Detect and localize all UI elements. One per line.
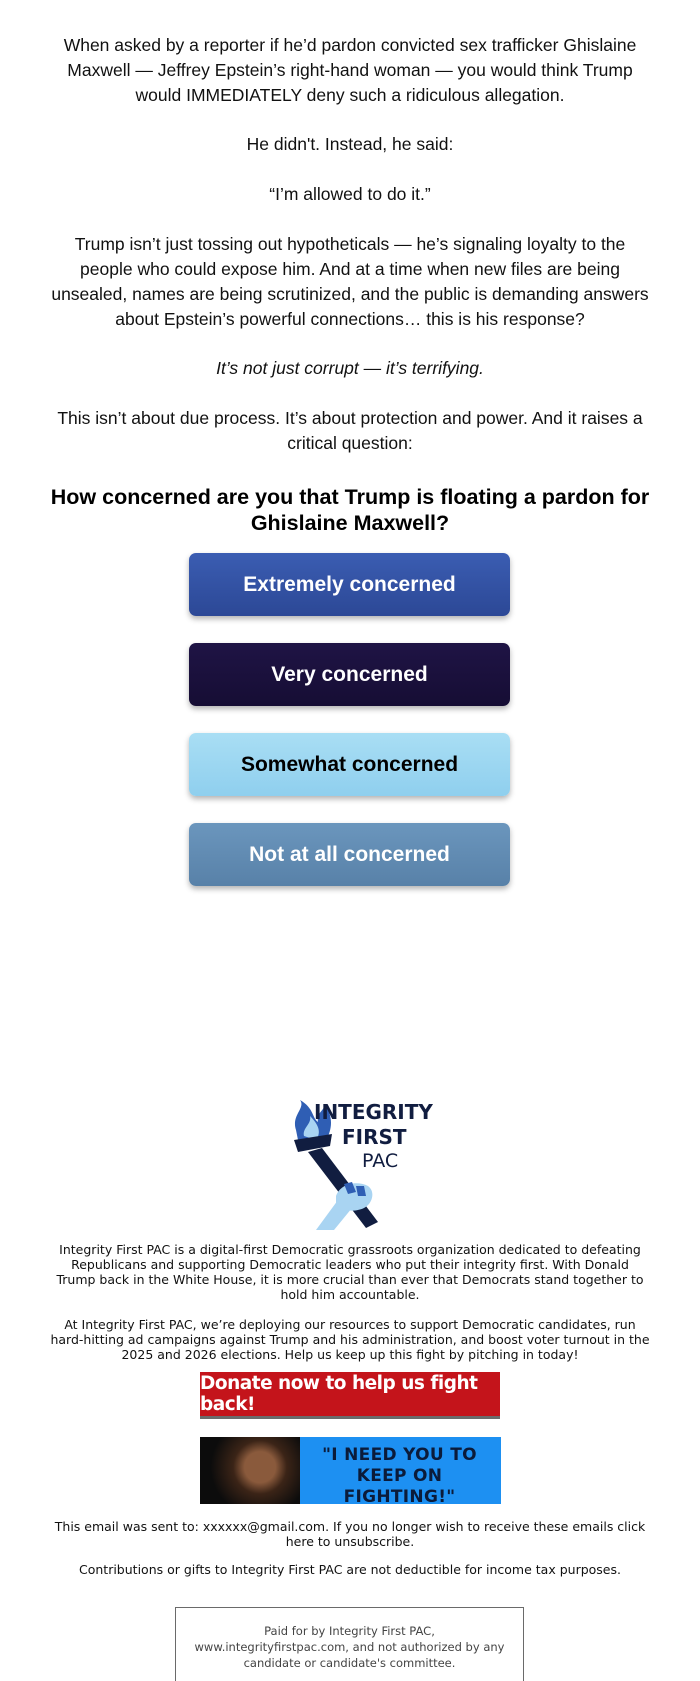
keep-fighting-banner[interactable] (200, 1437, 501, 1504)
paragraph-critical-question: This isn’t about due process. It’s about protection and power. And it raises a critical question: (57, 408, 643, 453)
logo-text-first: FIRST (342, 1125, 407, 1149)
sent-to-notice: This email was sent to: xxxxxx@gmail.com. If you no longer wish to receive these emails click here to unsubscribe. (54, 1519, 646, 1549)
poll-button-extremely-concerned[interactable]: Extremely concerned (189, 553, 510, 616)
logo-text-pac: PAC (362, 1150, 399, 1172)
paid-for-disclaimer (175, 1607, 524, 1681)
quote-paragraph: “I’m allowed to do it.” (269, 184, 431, 204)
poll-button-somewhat-concerned[interactable]: Somewhat concerned (189, 733, 510, 796)
paragraph-signaling-loyalty: Trump isn’t just tossing out hypotheticals — he’s signaling loyalty to the people who could expose him. And at a time when new files are being unsealed, names are being scrutinized, and the public is demanding answers about Epstein’s powerful connections… this is his response? (51, 234, 649, 329)
intro-paragraph: When asked by a reporter if he’d pardon convicted sex trafficker Ghislaine Maxwell — Jeffrey Epstein’s right-hand woman — you would think Trump would IMMEDIATELY deny such a ridiculous allegation. (63, 35, 637, 105)
tax-notice: Contributions or gifts to Integrity First PAC are not deductible for income tax purposes. (79, 1562, 621, 1577)
about-paragraph-1: Integrity First PAC is a digital-first Democratic grassroots organization dedicated to defeating Republicans and supporting Democratic leaders who put their integrity first. With Donald Trump back in the White House, it is more crucial than ever that Democrats stand together to hold him accountable. (56, 1242, 644, 1302)
poll-button-not-at-all-concerned[interactable]: Not at all concerned (189, 823, 510, 886)
integrity-first-pac-logo (286, 1100, 433, 1230)
donate-button[interactable]: Donate now to help us fight back! (200, 1372, 500, 1419)
about-paragraph-2: At Integrity First PAC, we’re deploying our resources to support Democratic candidates, run hard-hitting ad campaigns against Trump and his administration, and boost voter turnout in the 2025 and 2026 elections. Help us keep up this fight by pitching in today! (50, 1317, 650, 1362)
banner-text: "I NEED YOU TO KEEP ON FIGHTING!" (322, 1445, 477, 1504)
poll-question: How concerned are you that Trump is floating a pardon for Ghislaine Maxwell? (50, 485, 650, 535)
italic-paragraph: It’s not just corrupt — it’s terrifying. (216, 358, 484, 378)
poll-button-very-concerned[interactable]: Very concerned (189, 643, 510, 706)
paid-for-text: Paid for by Integrity First PAC, www.integrityfirstpac.com, and not authorized by any candidate or candidate's committee. (194, 1624, 505, 1670)
paragraph-he-didnt: He didn't. Instead, he said: (246, 134, 454, 154)
speaker-photo (200, 1437, 300, 1504)
logo-text-integrity: INTEGRITY (314, 1100, 433, 1124)
